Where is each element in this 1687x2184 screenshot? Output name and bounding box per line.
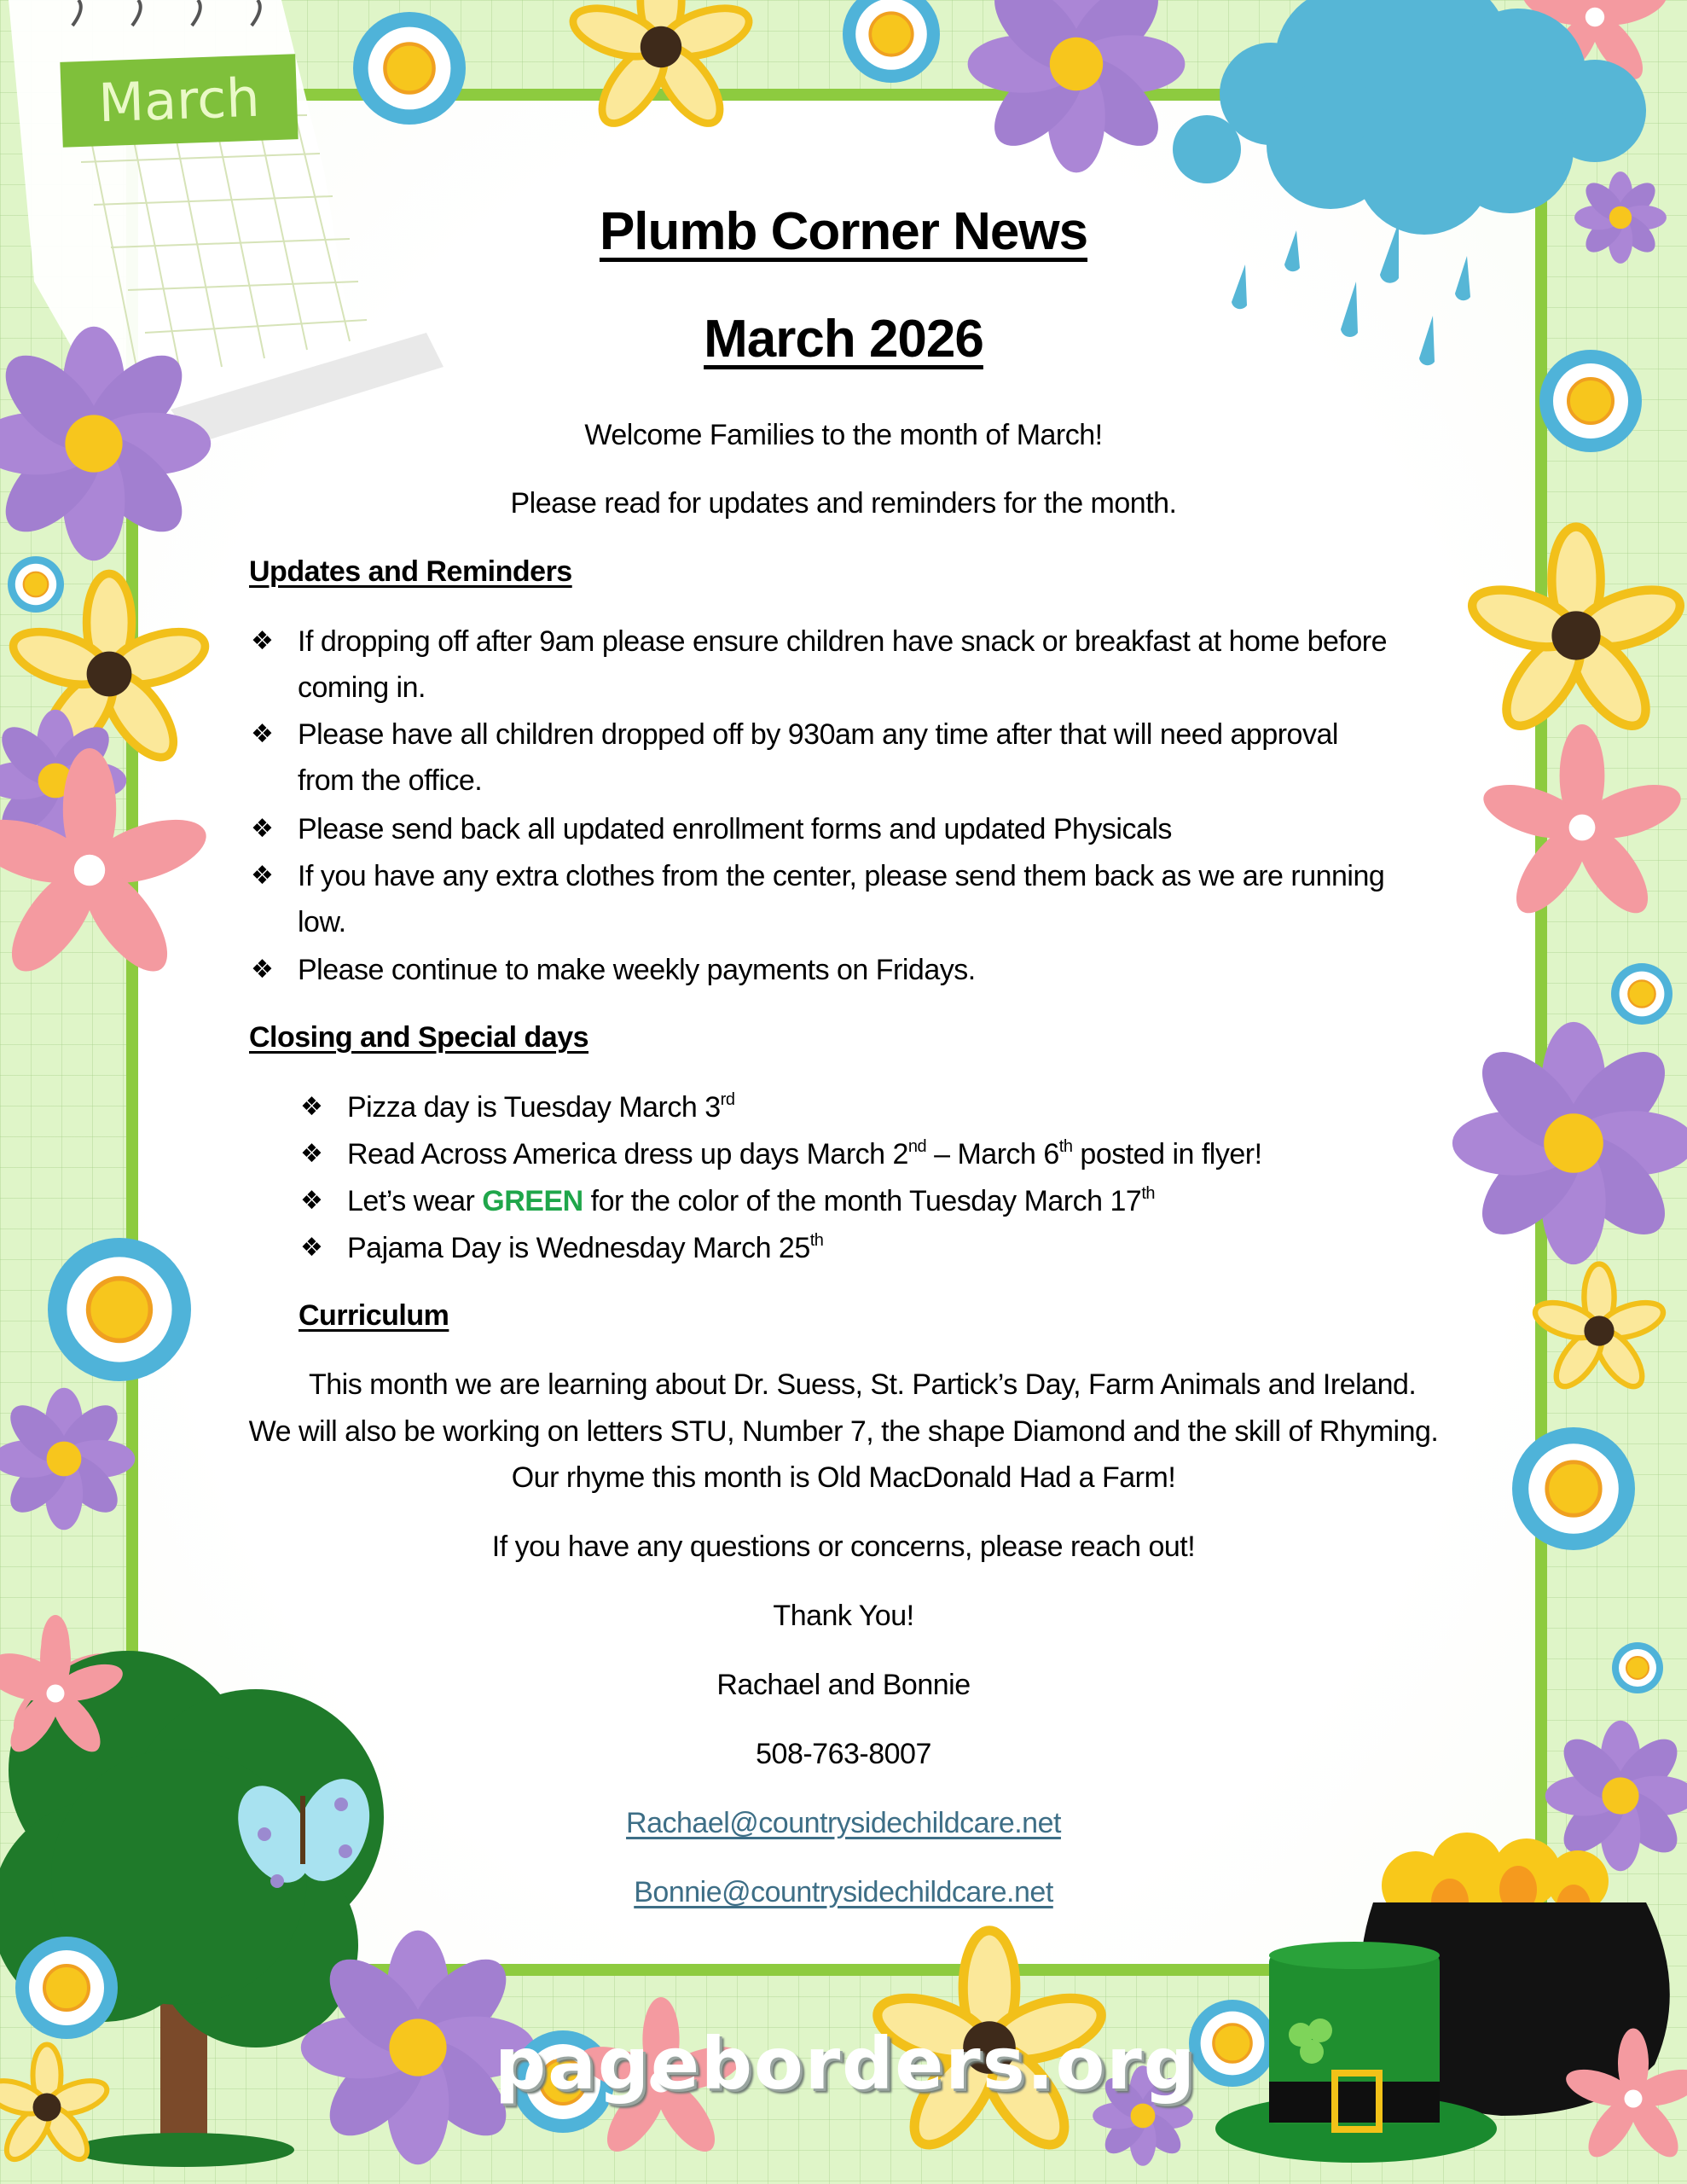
list-item-text: Please send back all updated enrollment forms and updated Physicals xyxy=(298,813,1172,845)
welcome-line: Welcome Families to the month of March! xyxy=(584,419,1103,451)
newsletter-date: March 2026 xyxy=(704,310,983,369)
diamond-bullet-icon: ❖ xyxy=(251,862,274,890)
calendar-month-label: March xyxy=(60,54,298,148)
list-item-text: If dropping off after 9am please ensure children have snack or breakfast at home before xyxy=(298,625,1387,658)
list-item-text: Please have all children dropped off by 930am any time after that will need approval xyxy=(298,718,1338,751)
list-item-text: Please continue to make weekly payments on Fridays. xyxy=(298,954,976,986)
list-item-text: from the office. xyxy=(298,764,483,797)
email-link-rachael[interactable]: Rachael@countrysidechildcare.net xyxy=(626,1807,1061,1839)
diamond-bullet-icon: ❖ xyxy=(300,1140,323,1168)
list-item-text: low. xyxy=(298,906,346,938)
diamond-bullet-icon: ❖ xyxy=(300,1187,323,1215)
list-item-text: If you have any extra clothes from the center, please send them back as we are running xyxy=(298,860,1385,892)
diamond-bullet-icon: ❖ xyxy=(251,720,274,748)
signature: Rachael and Bonnie xyxy=(716,1669,971,1701)
updates-heading: Updates and Reminders xyxy=(249,555,572,588)
list-item-text: Let’s wear GREEN for the color of the month Tuesday March 17th xyxy=(347,1184,1155,1217)
diamond-bullet-icon: ❖ xyxy=(251,627,274,655)
diamond-bullet-icon: ❖ xyxy=(251,815,274,843)
diamond-bullet-icon: ❖ xyxy=(300,1093,323,1121)
list-item-text: Read Across America dress up days March 2nd – March 6th posted in flyer! xyxy=(347,1137,1262,1170)
newsletter-title: Plumb Corner News xyxy=(599,202,1088,261)
email-row-2 xyxy=(0,1875,1687,1909)
email-row-1 xyxy=(0,1806,1687,1840)
curriculum-line: This month we are learning about Dr. Suess, St. Partick’s Day, Farm Animals and Ireland. xyxy=(309,1368,1417,1401)
curriculum-heading: Curriculum xyxy=(299,1299,449,1332)
green-highlight: GREEN xyxy=(482,1185,583,1217)
list-item-text: Pajama Day is Wednesday March 25th xyxy=(347,1231,824,1264)
closing-note: If you have any questions or concerns, please reach out! xyxy=(491,1531,1196,1563)
list-item-text: coming in. xyxy=(298,671,426,704)
curriculum-line: We will also be working on letters STU, Number 7, the shape Diamond and the skill of Rhyming. xyxy=(248,1415,1439,1448)
watermark-text: pageborders.org xyxy=(495,2022,1197,2106)
diamond-bullet-icon: ❖ xyxy=(300,1234,323,1262)
curriculum-line: Our rhyme this month is Old MacDonald Had a Farm! xyxy=(511,1461,1176,1494)
thank-you: Thank You! xyxy=(773,1600,914,1632)
diamond-bullet-icon: ❖ xyxy=(251,956,274,984)
email-link-bonnie[interactable]: Bonnie@countrysidechildcare.net xyxy=(634,1876,1053,1908)
phone-number: 508-763-8007 xyxy=(756,1738,931,1770)
list-item-text: Pizza day is Tuesday March 3rd xyxy=(347,1090,735,1124)
closing-heading: Closing and Special days xyxy=(249,1021,589,1054)
intro-line: Please read for updates and reminders for the month. xyxy=(510,487,1177,520)
